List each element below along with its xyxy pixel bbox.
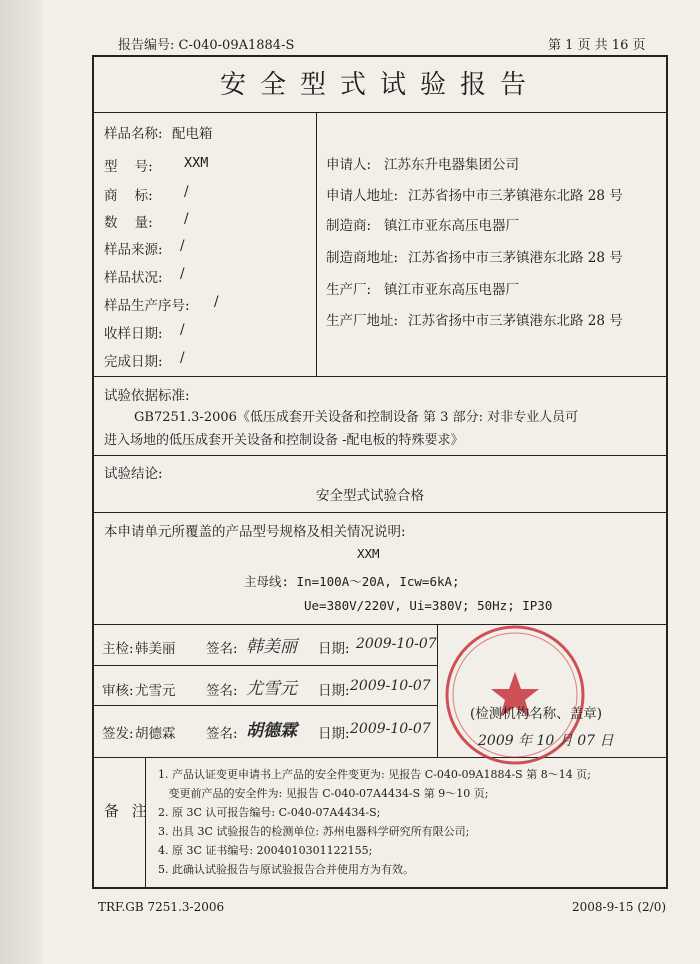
manufacturer-label: 制造商: <box>326 218 372 234</box>
remark-item: 3. 出具 3C 试验报告的检测单位: 苏州电器科学研究所有限公司; <box>158 825 470 838</box>
approver-date-label: 日期: <box>318 726 350 742</box>
coverage-model: XXM <box>357 546 380 561</box>
coverage-line-1: 主母线: In=100A～20A, Icw=6kA; <box>244 574 460 589</box>
approver-signature: 胡德霖 <box>246 721 297 741</box>
rule-below-conclusion <box>92 512 668 513</box>
inspector-signature: 韩美丽 <box>246 637 297 657</box>
applicant-address-value: 江苏省扬中市三茅镇港东北路 28 号 <box>408 188 623 204</box>
reviewer-signature: 尤雪元 <box>246 679 297 699</box>
org-seal-label: (检测机构名称、盖章) <box>470 706 603 722</box>
brand-label: 商 标: <box>104 188 153 204</box>
approver-label: 签发: <box>102 726 134 742</box>
sample-status-value: / <box>180 266 185 282</box>
applicant-value: 江苏东升电器集团公司 <box>384 157 519 173</box>
factory-value: 镇江市亚东高压电器厂 <box>384 282 519 298</box>
rule-below-standard <box>92 455 668 456</box>
rule-sig1 <box>92 665 437 666</box>
sample-name-value: 配电箱 <box>172 126 213 142</box>
footer-form-code: TRF.GB 7251.3-2006 <box>98 900 225 914</box>
standard-line-2: 进入场地的低压成套开关设备和控制设备 -配电板的特殊要求》 <box>104 433 464 448</box>
remark-item: 变更前产品的安全件为: 见报告 C-040-07A4434-S 第 9～10 页; <box>158 787 489 800</box>
reviewer-name: 尤雪元 <box>135 683 176 699</box>
conclusion-label: 试验结论: <box>104 466 163 482</box>
standard-line-1: GB7251.3-2006《低压成套开关设备和控制设备 第 3 部分: 对非专业人员可 <box>134 410 579 425</box>
reviewer-sign-label: 签名: <box>206 683 238 699</box>
sample-name-label: 样品名称: <box>104 126 163 142</box>
report-number: 报告编号: C-040-09A1884-S <box>118 38 295 53</box>
page-info: 第 1 页 共 16 页 <box>548 38 646 53</box>
standard-label: 试验依据标准: <box>104 388 190 404</box>
finish-date-value: / <box>180 350 185 366</box>
coverage-label: 本申请单元所覆盖的产品型号规格及相关情况说明: <box>104 524 406 540</box>
applicant-label: 申请人: <box>326 157 372 173</box>
manufacturer-value: 镇江市亚东高压电器厂 <box>384 218 519 234</box>
quantity-label: 数 量: <box>104 215 153 231</box>
approver-date: 2009-10-07 <box>350 721 431 737</box>
applicant-address-label: 申请人地址: <box>326 188 399 204</box>
brand-value: / <box>184 184 189 200</box>
approver-sign-label: 签名: <box>206 726 238 742</box>
sample-status-label: 样品状况: <box>104 270 163 286</box>
rule-sig2 <box>92 705 437 706</box>
quantity-value: / <box>184 211 189 227</box>
report-title: 安全型式试验报告 <box>219 70 540 100</box>
rule-below-sample <box>92 376 668 377</box>
remarks-label: 备 注 <box>104 802 151 820</box>
receive-date-value: / <box>180 322 185 338</box>
finish-date-label: 完成日期: <box>104 354 163 370</box>
conclusion-value: 安全型式试验合格 <box>316 488 424 504</box>
manufacturer-address-label: 制造商地址: <box>326 250 399 266</box>
sample-serial-value: / <box>214 294 219 310</box>
approver-name: 胡德霖 <box>135 726 176 742</box>
inspector-name: 韩美丽 <box>135 641 176 657</box>
rule-below-title <box>92 112 668 113</box>
remark-item: 1. 产品认证变更申请书上产品的安全件变更为: 见报告 C-040-09A1884-S 第 8～14 页; <box>158 768 591 781</box>
rule-sig-divider <box>437 624 438 757</box>
remark-item: 5. 此确认试验报告与原试验报告合并使用方为有效。 <box>158 863 414 876</box>
factory-address-label: 生产厂地址: <box>326 313 399 329</box>
footer-version: 2008-9-15 (2/0) <box>572 900 667 914</box>
manufacturer-address-value: 江苏省扬中市三茅镇港东北路 28 号 <box>408 250 623 266</box>
remark-item: 4. 原 3C 证书编号: 2004010301122155; <box>158 844 373 857</box>
remark-item: 2. 原 3C 认可报告编号: C-040-07A4434-S; <box>158 806 381 819</box>
inspector-sign-label: 签名: <box>206 641 238 657</box>
model-value: XXM <box>184 155 209 171</box>
inspector-date-label: 日期: <box>318 641 350 657</box>
receive-date-label: 收样日期: <box>104 326 163 342</box>
binding-shadow <box>0 0 42 964</box>
rule-sample-divider <box>316 112 317 376</box>
reviewer-label: 审核: <box>102 683 134 699</box>
factory-label: 生产厂: <box>326 282 372 298</box>
sample-serial-label: 样品生产序号: <box>104 298 190 314</box>
reviewer-date-label: 日期: <box>318 683 350 699</box>
inspector-date: 2009-10-07 <box>356 636 437 652</box>
factory-address-value: 江苏省扬中市三茅镇港东北路 28 号 <box>408 313 623 329</box>
rule-remarks-divider <box>145 757 146 889</box>
reviewer-date: 2009-10-07 <box>350 678 431 694</box>
inspector-label: 主检: <box>102 641 134 657</box>
sample-source-label: 样品来源: <box>104 242 163 258</box>
stamp-date: 2009 年 10 月 07 日 <box>478 733 614 749</box>
model-label: 型 号: <box>104 159 153 175</box>
coverage-line-2: Ue=380V/220V, Ui=380V; 50Hz; IP30 <box>304 598 553 613</box>
sample-source-value: / <box>180 238 185 254</box>
